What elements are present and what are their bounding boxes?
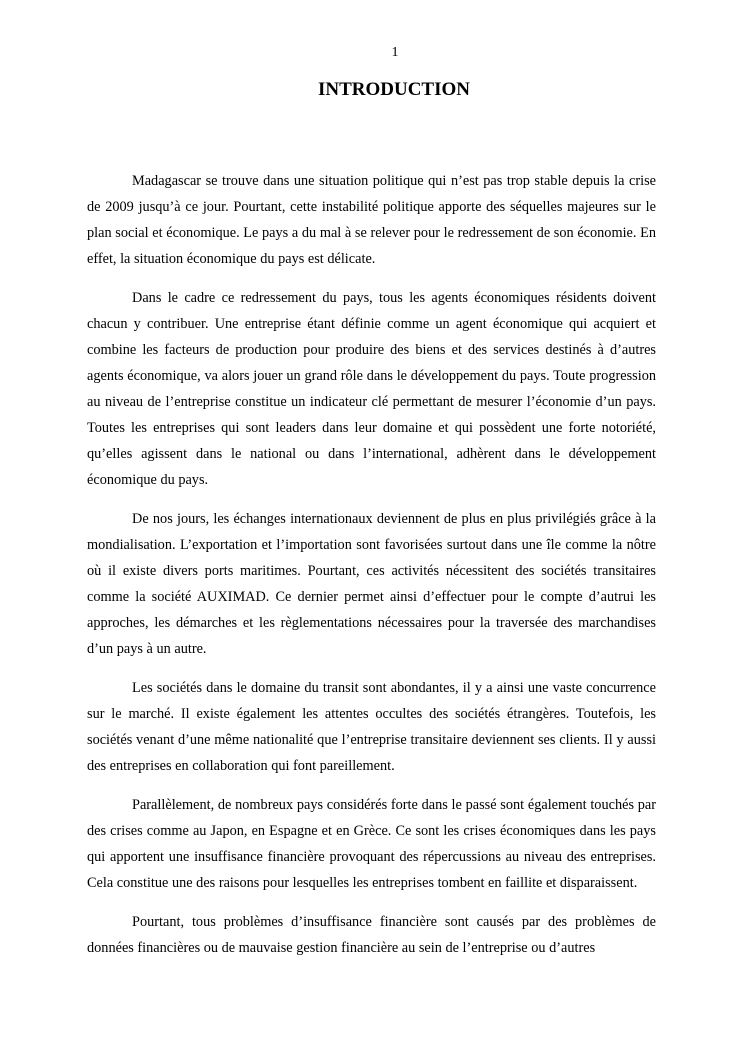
paragraph-3: De nos jours, les échanges internationaux deviennent de plus en plus privilégiés grâce à la mondialisation. L’exportation et l’importation sont favorisées surtout dans une île comme la nôtre où il existe divers ports maritimes. Pourtant, ces activités nécessitent des sociétés transitaires comme la société AUXIMAD. Ce dernier permet ainsi d’effectuer pour le compte d’autrui les approches, les démarches et les règlementations nécessaires pour la traversée des marchandises d’un pays à un autre. [87,511,656,657]
page-title: INTRODUCTION [317,79,471,100]
paragraph-6: Pourtant, tous problèmes d’insuffisance financière sont causés par des problèmes de données financières ou de mauvaise gestion financière au sein de l’entreprise ou d’autres [87,914,656,956]
paragraph-5: Parallèlement, de nombreux pays considérés forte dans le passé sont également touchés par des crises comme au Japon, en Espagne et en Grèce. Ce sont les crises économiques dans les pays qui apportent une insuffisance financière provoquant des répercussions au niveau des entreprises. Cela constitue une des raisons pour lesquelles les entreprises tombent en faillite et disparaissent. [87,797,656,891]
paragraph-1: Madagascar se trouve dans une situation politique qui n’est pas trop stable depuis la crise de 2009 jusqu’à ce jour. Pourtant, cette instabilité politique apporte des séquelles majeures sur le plan social et économique. Le pays a du mal à se relever pour le redressement de son économie. En effet, la situation économique du pays est délicate. [87,173,656,267]
paragraph-2: Dans le cadre ce redressement du pays, tous les agents économiques résidents doivent chacun y contribuer. Une entreprise étant définie comme un agent économique qui acquiert et combine les facteurs de production pour produire des biens et des services destinés à d’autres agents économique, va alors jouer un grand rôle dans le développement du pays. Toute progression au niveau de l’entreprise constitue un indicateur clé permettant de mesurer l’économie d’un pays. Toutes les entreprises qui sont leaders dans leur domaine et qui possèdent une forte notoriété, qu’elles agissent dans le national ou dans l’international, adhèrent dans le développement économique du pays. [87,290,656,488]
body-text [87,168,656,974]
page-number: 1 [391,45,399,60]
paragraph-4: Les sociétés dans le domaine du transit sont abondantes, il y a ainsi une vaste concurrence sur le marché. Il existe également les attentes occultes des sociétés étrangères. Toutefois, les sociétés venant d’une même nationalité que l’entreprise transitaire deviennent ses clients. Il y aussi des entreprises en collaboration qui font pareillement. [87,680,656,774]
